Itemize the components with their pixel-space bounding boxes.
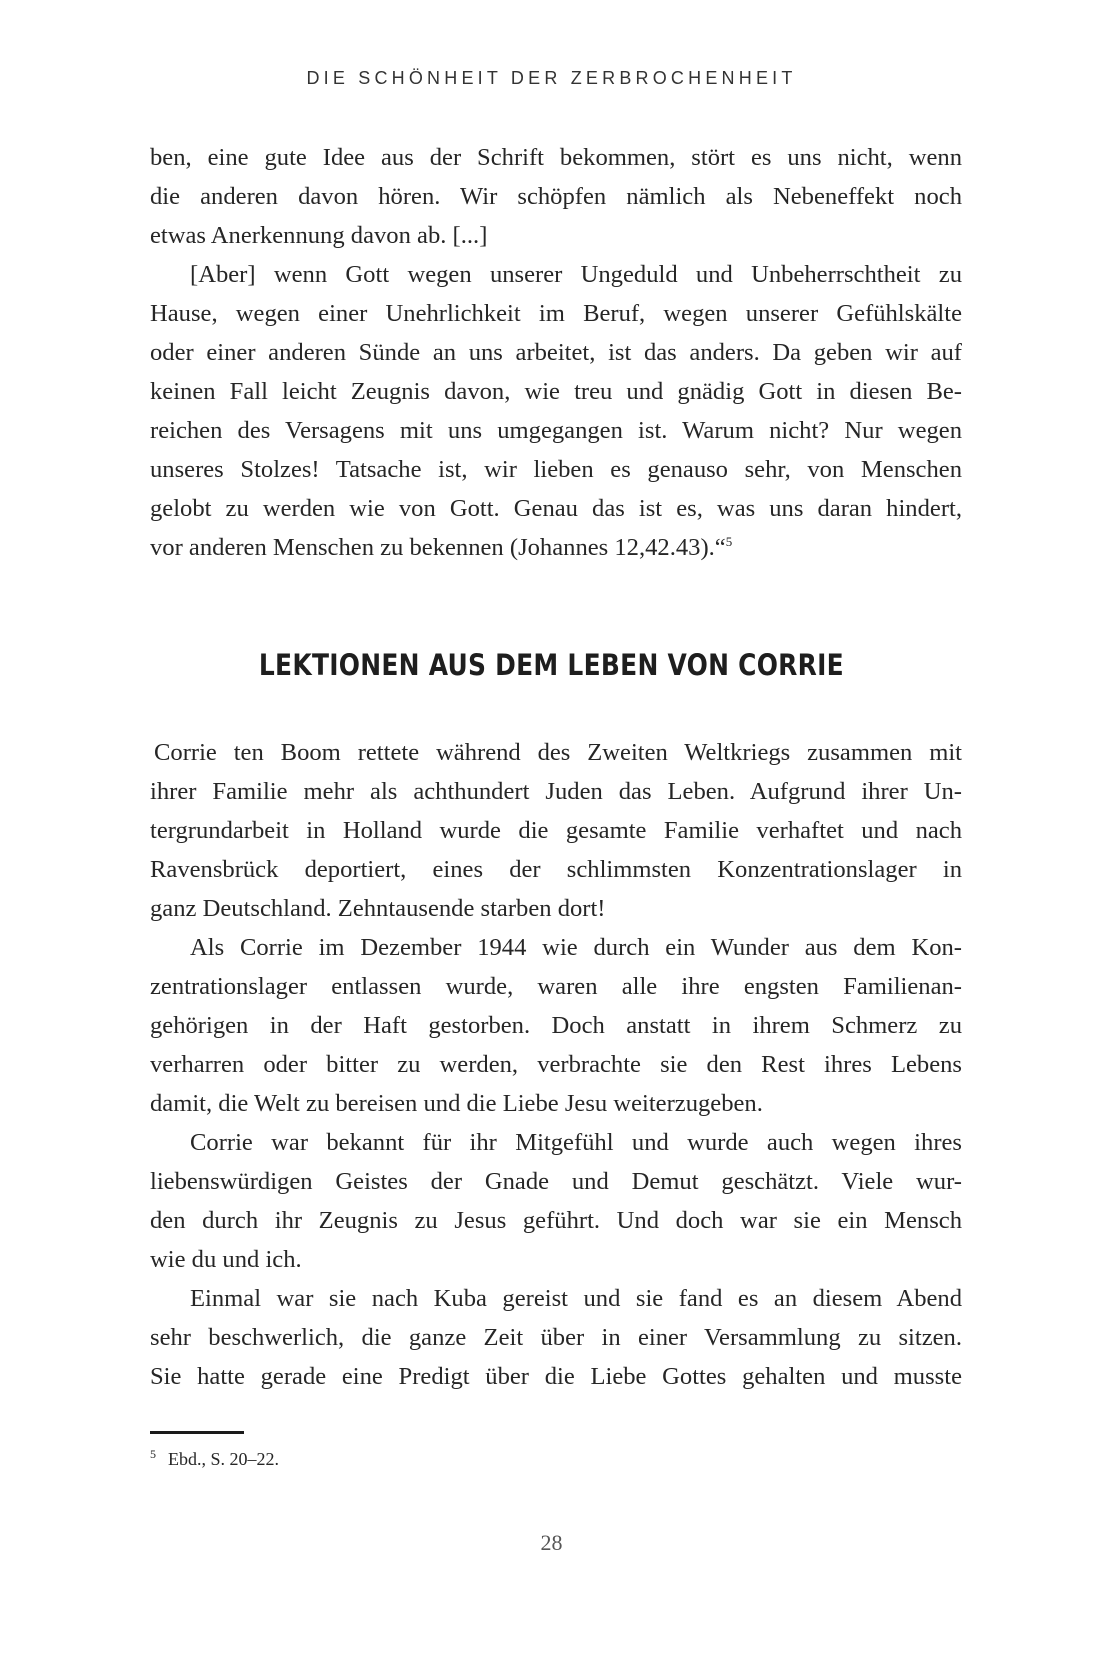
text-line: liebenswürdigen Geistes der Gnade und Demut geschätzt. Viele wur- (150, 1168, 962, 1195)
text-line: damit, die Welt zu bereisen und die Liebe Jesu weiterzugeben. (150, 1090, 763, 1117)
text-line: Hause, wegen einer Unehrlichkeit im Beruf, wegen unserer Gefühlskälte (150, 300, 962, 327)
text-line: ben, eine gute Idee aus der Schrift bekommen, stört es uns nicht, wenn (150, 144, 962, 171)
text-line: gelobt zu werden wie von Gott. Genau das ist es, was uns daran hindert, (150, 495, 962, 522)
text-line: verharren oder bitter zu werden, verbrachte sie den Rest ihres Lebens (150, 1051, 962, 1078)
body-text (150, 733, 962, 1396)
text-line: reichen des Versagens mit uns umgegangen ist. Warum nicht? Nur wegen (150, 417, 962, 444)
footnote-text: Ebd., S. 20–22. (168, 1449, 280, 1469)
footnote (150, 1447, 279, 1470)
text-line: tergrundarbeit in Holland wurde die gesamte Familie verhaftet und nach (150, 817, 962, 844)
running-head: DIE SCHÖNHEIT DER ZERBROCHENHEIT (306, 68, 797, 88)
text-line: zentrationslager entlassen wurde, waren alle ihre engsten Familienan- (150, 973, 962, 1000)
quote-block (150, 138, 962, 567)
text-line: die anderen davon hören. Wir schöpfen nämlich als Nebeneffekt noch (150, 183, 962, 210)
text-line: etwas Anerkennung davon ab. [...] (150, 222, 488, 249)
text-line: den durch ihr Zeugnis zu Jesus geführt. Und doch war sie ein Mensch (150, 1207, 962, 1234)
text-line: Sie hatte gerade eine Predigt über die Liebe Gottes gehalten und musste (150, 1363, 962, 1390)
text-line: unseres Stolzes! Tatsache ist, wir lieben es genauso sehr, von Menschen (150, 456, 962, 483)
page-number: 28 (540, 1530, 563, 1555)
text-line: Ravensbrück deportiert, eines der schlimmsten Konzentrationslager in (150, 856, 962, 883)
footnote-divider (150, 1431, 244, 1434)
text-line: [Aber] wenn Gott wegen unserer Ungeduld und Unbeherrschtheit zu (190, 261, 962, 288)
footnote-number: 5 (150, 1447, 156, 1461)
text-line: Corrie ten Boom rettete während des Zweiten Weltkriegs zusammen mit (154, 739, 962, 766)
text-line: Corrie war bekannt für ihr Mitgefühl und wurde auch wegen ihres (190, 1129, 962, 1156)
text-line: wie du und ich. (150, 1246, 302, 1273)
text-line: Als Corrie im Dezember 1944 wie durch ein Wunder aus dem Kon- (190, 934, 962, 961)
text-line: keinen Fall leicht Zeugnis davon, wie treu und gnädig Gott in diesen Be- (150, 378, 962, 405)
text-line: gehörigen in der Haft gestorben. Doch anstatt in ihrem Schmerz zu (150, 1012, 962, 1039)
text-line: ihrer Familie mehr als achthundert Juden das Leben. Aufgrund ihrer Un- (150, 778, 962, 805)
text-line: ganz Deutschland. Zehntausende starben dort! (150, 895, 606, 922)
footnote-reference[interactable]: 5 (725, 533, 733, 549)
text-line: Einmal war sie nach Kuba gereist und sie fand es an diesem Abend (190, 1285, 962, 1312)
text-line-with-footnote (150, 528, 962, 567)
section-heading: LEKTIONEN AUS DEM LEBEN VON CORRIE (258, 648, 844, 682)
text-line: vor anderen Menschen zu bekennen (Johannes 12,42.43).“ (150, 534, 726, 561)
text-line: oder einer anderen Sünde an uns arbeitet, ist das anders. Da geben wir auf (150, 339, 962, 366)
text-line: sehr beschwerlich, die ganze Zeit über in einer Versammlung zu sitzen. (150, 1324, 962, 1351)
